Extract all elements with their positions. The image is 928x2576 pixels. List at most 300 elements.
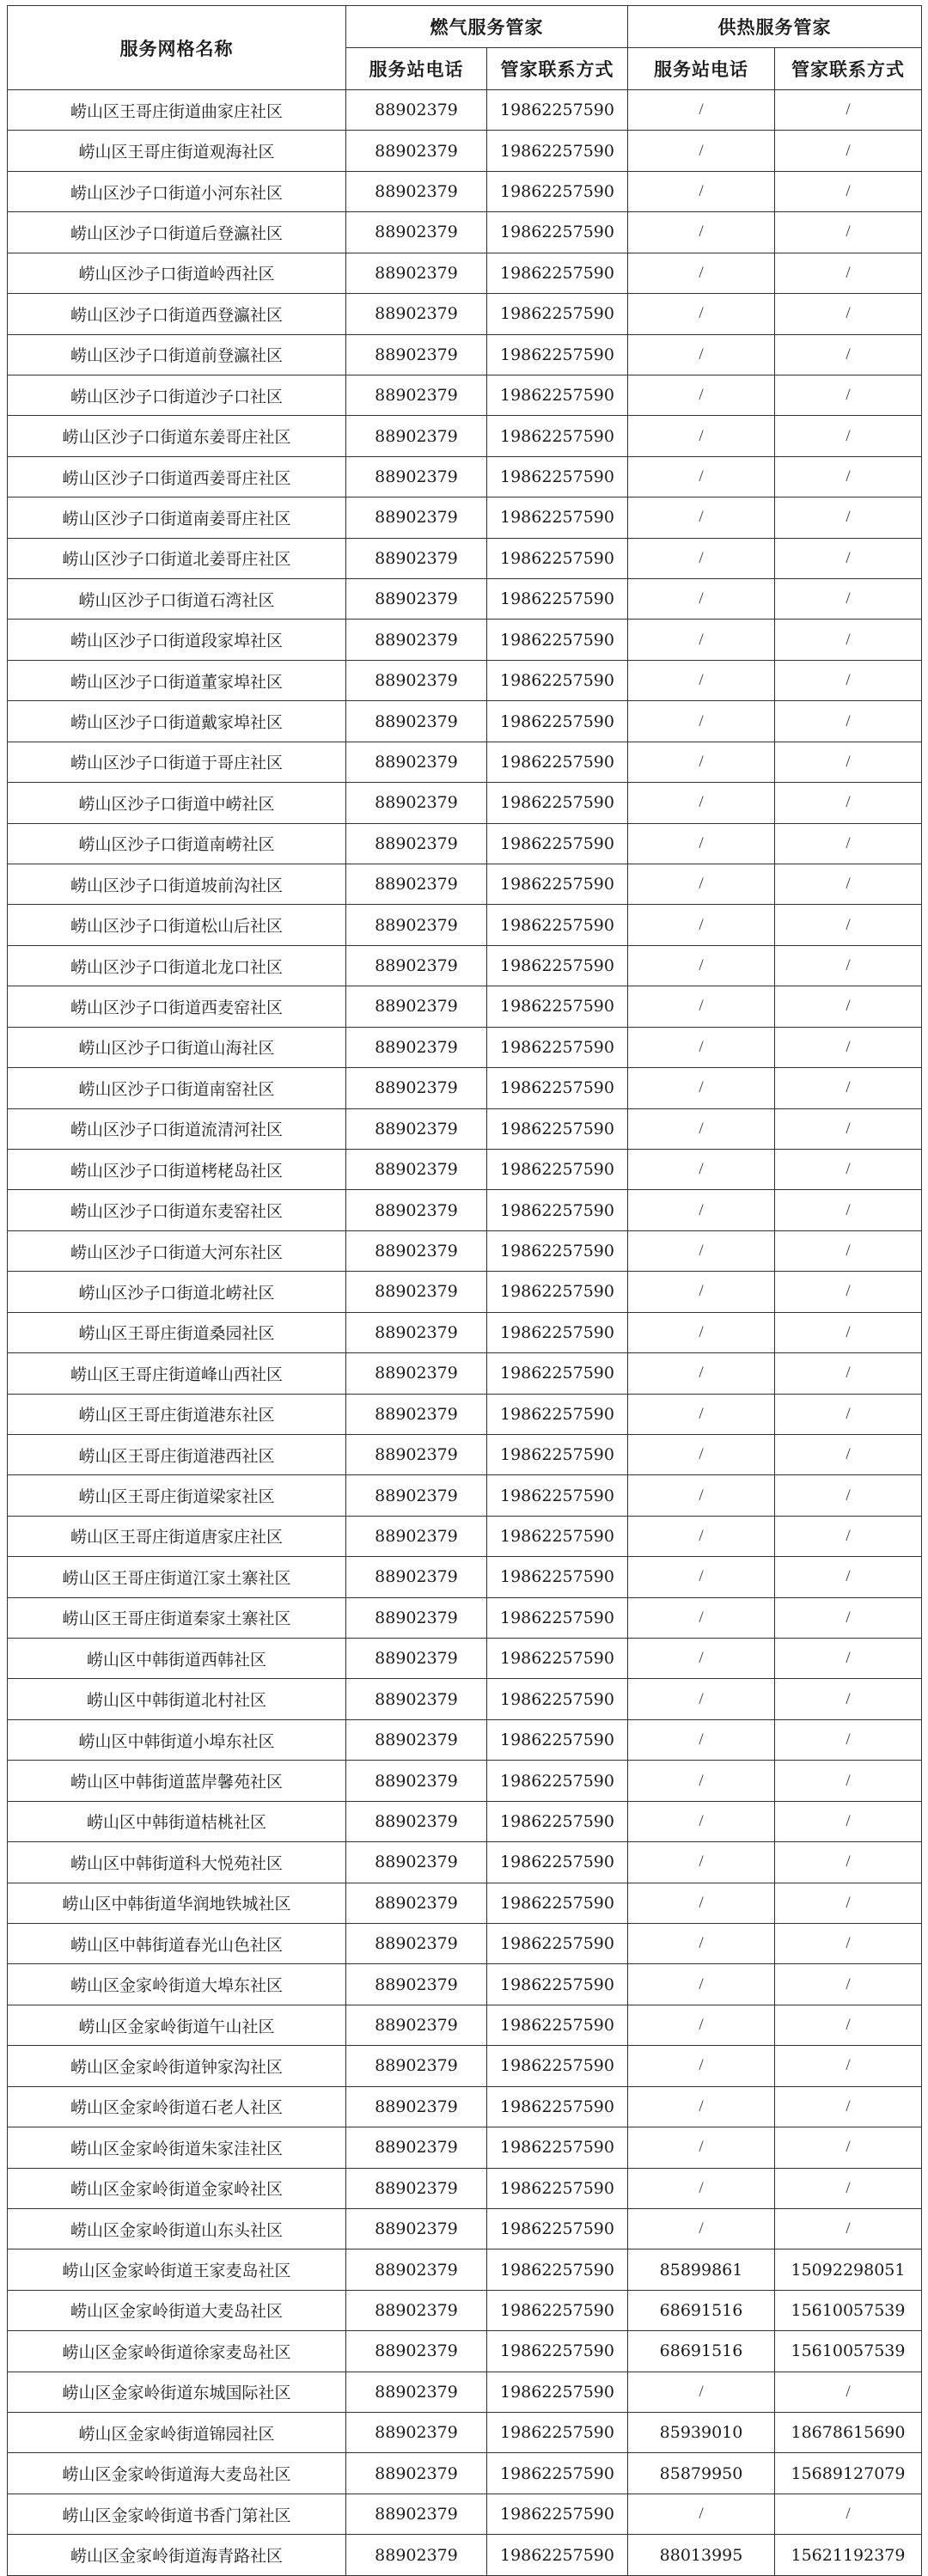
- gas-station-phone-cell: 88902379: [346, 2249, 487, 2290]
- gas-station-phone-cell: 88902379: [346, 579, 487, 620]
- gas-steward-contact-cell: 19862257590: [487, 1883, 628, 1923]
- gas-station-phone-cell: 88902379: [346, 2331, 487, 2372]
- heat-steward-contact-cell: /: [775, 783, 922, 823]
- heat-steward-contact-cell: /: [775, 2372, 922, 2412]
- heat-steward-contact-cell: /: [775, 90, 922, 131]
- gas-steward-contact-cell: 19862257590: [487, 538, 628, 578]
- heat-steward-contact-cell: /: [775, 1272, 922, 1312]
- gas-station-phone-cell: 88902379: [346, 334, 487, 375]
- grid-name-cell: 崂山区沙子口街道段家埠社区: [8, 620, 346, 660]
- gas-steward-contact-cell: 19862257590: [487, 497, 628, 538]
- gas-steward-contact-cell: 19862257590: [487, 1108, 628, 1149]
- heat-station-phone-cell: /: [628, 1516, 775, 1556]
- grid-name-cell: 崂山区沙子口街道栲栳岛社区: [8, 1149, 346, 1189]
- gas-steward-contact-cell: 19862257590: [487, 131, 628, 171]
- gas-steward-contact-cell: 19862257590: [487, 456, 628, 497]
- table-row: [8, 2535, 922, 2575]
- heat-station-phone-cell: /: [628, 2005, 775, 2045]
- table-row: [8, 1149, 922, 1189]
- table-row: [8, 90, 922, 131]
- gas-steward-contact-cell: 19862257590: [487, 1394, 628, 1434]
- grid-name-cell: 崂山区沙子口街道东麦窑社区: [8, 1190, 346, 1230]
- service-steward-table: [7, 5, 922, 2576]
- heat-station-phone-header: 服务站电话: [628, 48, 775, 90]
- gas-station-phone-cell: 88902379: [346, 1923, 487, 1963]
- gas-station-phone-cell: 88902379: [346, 212, 487, 253]
- heat-station-phone-cell: /: [628, 171, 775, 211]
- gas-steward-contact-cell: 19862257590: [487, 1923, 628, 1963]
- gas-steward-contact-cell: 19862257590: [487, 2086, 628, 2127]
- table-row: [8, 1108, 922, 1149]
- gas-steward-contact-cell: 19862257590: [487, 1190, 628, 1230]
- table-row: [8, 538, 922, 578]
- heat-station-phone-cell: /: [628, 823, 775, 864]
- gas-station-phone-cell: 88902379: [346, 823, 487, 864]
- grid-name-cell: 崂山区王哥庄街道港西社区: [8, 1434, 346, 1474]
- gas-steward-contact-cell: 19862257590: [487, 2290, 628, 2330]
- heat-station-phone-cell: /: [628, 905, 775, 945]
- gas-station-phone-cell: 88902379: [346, 2372, 487, 2412]
- table-row: [8, 2290, 922, 2330]
- gas-station-phone-cell: 88902379: [346, 1639, 487, 1679]
- gas-steward-contact-cell: 19862257590: [487, 294, 628, 334]
- grid-name-cell: 崂山区金家岭街道大埠东社区: [8, 1964, 346, 2005]
- gas-steward-contact-header: 管家联系方式: [487, 48, 628, 90]
- table-row: [8, 1801, 922, 1841]
- gas-steward-contact-cell: 19862257590: [487, 334, 628, 375]
- heat-station-phone-cell: /: [628, 742, 775, 782]
- gas-station-phone-cell: 88902379: [346, 2168, 487, 2208]
- gas-steward-contact-cell: 19862257590: [487, 2331, 628, 2372]
- heat-station-phone-cell: /: [628, 1923, 775, 1963]
- heat-steward-contact-cell: /: [775, 945, 922, 986]
- table-row: [8, 171, 922, 211]
- table-row: [8, 2086, 922, 2127]
- heat-station-phone-cell: /: [628, 1068, 775, 1108]
- heat-station-phone-cell: /: [628, 1272, 775, 1312]
- grid-name-cell: 崂山区沙子口街道后登瀛社区: [8, 212, 346, 253]
- table-row: [8, 986, 922, 1027]
- grid-name-cell: 崂山区中韩街道北村社区: [8, 1679, 346, 1719]
- gas-steward-group-header: 燃气服务管家: [346, 6, 628, 48]
- table-row: [8, 1639, 922, 1679]
- grid-name-cell: 崂山区王哥庄街道梁家社区: [8, 1475, 346, 1516]
- grid-name-cell: 崂山区沙子口街道东姜哥庄社区: [8, 416, 346, 456]
- heat-station-phone-cell: 68691516: [628, 2331, 775, 2372]
- heat-station-phone-cell: /: [628, 1108, 775, 1149]
- heat-steward-contact-cell: /: [775, 1761, 922, 1801]
- gas-steward-contact-cell: 19862257590: [487, 1068, 628, 1108]
- grid-name-cell: 崂山区中韩街道蓝岸馨苑社区: [8, 1761, 346, 1801]
- grid-name-cell: 崂山区王哥庄街道桑园社区: [8, 1312, 346, 1352]
- table-row: [8, 1883, 922, 1923]
- heat-steward-contact-cell: 15610057539: [775, 2331, 922, 2372]
- heat-steward-contact-cell: 18678615690: [775, 2413, 922, 2453]
- table-row: [8, 294, 922, 334]
- gas-station-phone-cell: 88902379: [346, 1842, 487, 1883]
- gas-steward-contact-cell: 19862257590: [487, 1475, 628, 1516]
- table-row: [8, 1230, 922, 1271]
- heat-station-phone-cell: /: [628, 1475, 775, 1516]
- heat-station-phone-cell: /: [628, 579, 775, 620]
- table-row: [8, 1557, 922, 1597]
- heat-steward-contact-cell: /: [775, 2086, 922, 2127]
- gas-station-phone-cell: 88902379: [346, 1475, 487, 1516]
- heat-station-phone-cell: /: [628, 2086, 775, 2127]
- heat-steward-contact-cell: /: [775, 1597, 922, 1638]
- gas-station-phone-cell: 88902379: [346, 1394, 487, 1434]
- heat-steward-contact-cell: /: [775, 2208, 922, 2249]
- gas-station-phone-cell: 88902379: [346, 864, 487, 905]
- heat-steward-contact-cell: /: [775, 1964, 922, 2005]
- gas-station-phone-cell: 88902379: [346, 986, 487, 1027]
- table-row: [8, 131, 922, 171]
- heat-steward-contact-cell: /: [775, 1475, 922, 1516]
- heat-steward-contact-cell: 15621192379: [775, 2535, 922, 2575]
- grid-name-cell: 崂山区金家岭街道钟家沟社区: [8, 2046, 346, 2086]
- table-row: [8, 1597, 922, 1638]
- heat-steward-contact-cell: /: [775, 1516, 922, 1556]
- heat-steward-contact-cell: /: [775, 2005, 922, 2045]
- heat-steward-contact-cell: /: [775, 1027, 922, 1067]
- heat-station-phone-cell: /: [628, 90, 775, 131]
- grid-name-cell: 崂山区沙子口街道董家埠社区: [8, 660, 346, 700]
- gas-station-phone-cell: 88902379: [346, 742, 487, 782]
- table-row: [8, 1190, 922, 1230]
- heat-station-phone-cell: /: [628, 2208, 775, 2249]
- heat-steward-contact-cell: /: [775, 823, 922, 864]
- grid-name-cell: 崂山区金家岭街道东城国际社区: [8, 2372, 346, 2412]
- grid-name-cell: 崂山区中韩街道桔桃社区: [8, 1801, 346, 1841]
- gas-steward-contact-cell: 19862257590: [487, 945, 628, 986]
- gas-steward-contact-cell: 19862257590: [487, 1842, 628, 1883]
- heat-station-phone-cell: /: [628, 294, 775, 334]
- gas-station-phone-cell: 88902379: [346, 1883, 487, 1923]
- gas-steward-contact-cell: 19862257590: [487, 701, 628, 742]
- grid-name-cell: 崂山区王哥庄街道观海社区: [8, 131, 346, 171]
- table-row: [8, 823, 922, 864]
- gas-station-phone-cell: 88902379: [346, 1964, 487, 2005]
- table-row: [8, 497, 922, 538]
- heat-station-phone-cell: /: [628, 1190, 775, 1230]
- gas-steward-contact-cell: 19862257590: [487, 1149, 628, 1189]
- table-row: [8, 2372, 922, 2412]
- heat-station-phone-cell: /: [628, 497, 775, 538]
- gas-steward-contact-cell: 19862257590: [487, 253, 628, 293]
- grid-name-cell: 崂山区王哥庄街道峰山西社区: [8, 1353, 346, 1394]
- grid-name-cell: 崂山区金家岭街道海大麦岛社区: [8, 2453, 346, 2494]
- grid-name-cell: 崂山区中韩街道春光山色社区: [8, 1923, 346, 1963]
- grid-name-cell: 崂山区金家岭街道午山社区: [8, 2005, 346, 2045]
- gas-steward-contact-cell: 19862257590: [487, 1719, 628, 1760]
- heat-steward-contact-cell: /: [775, 1312, 922, 1352]
- gas-steward-contact-cell: 19862257590: [487, 1679, 628, 1719]
- table-row: [8, 416, 922, 456]
- grid-name-cell: 崂山区沙子口街道西麦窑社区: [8, 986, 346, 1027]
- table-row: [8, 620, 922, 660]
- grid-name-cell: 崂山区王哥庄街道曲家庄社区: [8, 90, 346, 131]
- gas-station-phone-cell: 88902379: [346, 1068, 487, 1108]
- heat-station-phone-cell: /: [628, 131, 775, 171]
- grid-name-cell: 崂山区沙子口街道西登瀛社区: [8, 294, 346, 334]
- gas-steward-contact-cell: 19862257590: [487, 1964, 628, 2005]
- table-row: [8, 1679, 922, 1719]
- heat-station-phone-cell: /: [628, 2046, 775, 2086]
- table-row: [8, 2413, 922, 2453]
- header-row-groups: [8, 6, 922, 48]
- table-row: [8, 2046, 922, 2086]
- gas-station-phone-cell: 88902379: [346, 1801, 487, 1841]
- gas-steward-contact-cell: 19862257590: [487, 212, 628, 253]
- heat-station-phone-cell: /: [628, 783, 775, 823]
- gas-steward-contact-cell: 19862257590: [487, 823, 628, 864]
- heat-steward-contact-cell: /: [775, 212, 922, 253]
- grid-name-cell: 崂山区沙子口街道前登瀛社区: [8, 334, 346, 375]
- heat-station-phone-cell: /: [628, 1964, 775, 2005]
- heat-station-phone-cell: 85879950: [628, 2453, 775, 2494]
- gas-station-phone-header: 服务站电话: [346, 48, 487, 90]
- heat-steward-contact-cell: /: [775, 1557, 922, 1597]
- heat-steward-contact-cell: /: [775, 171, 922, 211]
- heat-steward-contact-cell: /: [775, 1190, 922, 1230]
- heat-steward-contact-cell: /: [775, 294, 922, 334]
- heat-station-phone-cell: /: [628, 1149, 775, 1189]
- gas-steward-contact-cell: 19862257590: [487, 2127, 628, 2168]
- grid-name-cell: 崂山区金家岭街道书香门第社区: [8, 2494, 346, 2534]
- grid-name-cell: 崂山区王哥庄街道唐家庄社区: [8, 1516, 346, 1556]
- grid-name-cell: 崂山区沙子口街道岭西社区: [8, 253, 346, 293]
- gas-steward-contact-cell: 19862257590: [487, 2372, 628, 2412]
- gas-station-phone-cell: 88902379: [346, 660, 487, 700]
- heat-station-phone-cell: 85939010: [628, 2413, 775, 2453]
- grid-name-cell: 崂山区金家岭街道锦园社区: [8, 2413, 346, 2453]
- gas-station-phone-cell: 88902379: [346, 2453, 487, 2494]
- heat-station-phone-cell: /: [628, 375, 775, 415]
- heat-station-phone-cell: /: [628, 1027, 775, 1067]
- grid-name-cell: 崂山区沙子口街道北姜哥庄社区: [8, 538, 346, 578]
- table-row: [8, 1068, 922, 1108]
- gas-steward-contact-cell: 19862257590: [487, 1639, 628, 1679]
- gas-station-phone-cell: 88902379: [346, 1230, 487, 1271]
- table-row: [8, 905, 922, 945]
- gas-station-phone-cell: 88902379: [346, 1679, 487, 1719]
- gas-station-phone-cell: 88902379: [346, 2413, 487, 2453]
- grid-name-cell: 崂山区王哥庄街道江家土寨社区: [8, 1557, 346, 1597]
- gas-station-phone-cell: 88902379: [346, 131, 487, 171]
- heat-steward-contact-cell: /: [775, 701, 922, 742]
- heat-steward-contact-cell: /: [775, 1639, 922, 1679]
- heat-station-phone-cell: /: [628, 1557, 775, 1597]
- gas-steward-contact-cell: 19862257590: [487, 1516, 628, 1556]
- gas-steward-contact-cell: 19862257590: [487, 783, 628, 823]
- gas-station-phone-cell: 88902379: [346, 538, 487, 578]
- grid-name-cell: 崂山区沙子口街道坡前沟社区: [8, 864, 346, 905]
- heat-steward-contact-cell: /: [775, 1394, 922, 1434]
- heat-steward-contact-cell: /: [775, 1801, 922, 1841]
- table-row: [8, 1434, 922, 1474]
- gas-station-phone-cell: 88902379: [346, 1761, 487, 1801]
- heat-station-phone-cell: /: [628, 334, 775, 375]
- heat-station-phone-cell: /: [628, 1719, 775, 1760]
- heat-steward-contact-cell: /: [775, 1883, 922, 1923]
- gas-steward-contact-cell: 19862257590: [487, 2208, 628, 2249]
- heat-steward-contact-cell: 15092298051: [775, 2249, 922, 2290]
- heat-steward-contact-header: 管家联系方式: [775, 48, 922, 90]
- gas-steward-contact-cell: 19862257590: [487, 375, 628, 415]
- heat-station-phone-cell: 68691516: [628, 2290, 775, 2330]
- heat-station-phone-cell: /: [628, 864, 775, 905]
- gas-station-phone-cell: 88902379: [346, 1434, 487, 1474]
- heat-steward-contact-cell: /: [775, 1353, 922, 1394]
- table-row: [8, 2005, 922, 2045]
- table-row: [8, 1761, 922, 1801]
- grid-name-cell: 崂山区王哥庄街道港东社区: [8, 1394, 346, 1434]
- gas-station-phone-cell: 88902379: [346, 2046, 487, 2086]
- gas-station-phone-cell: 88902379: [346, 294, 487, 334]
- gas-steward-contact-cell: 19862257590: [487, 171, 628, 211]
- grid-name-cell: 崂山区中韩街道西韩社区: [8, 1639, 346, 1679]
- gas-steward-contact-cell: 19862257590: [487, 1230, 628, 1271]
- gas-station-phone-cell: 88902379: [346, 1190, 487, 1230]
- gas-station-phone-cell: 88902379: [346, 1027, 487, 1067]
- gas-steward-contact-cell: 19862257590: [487, 2535, 628, 2575]
- grid-name-cell: 崂山区沙子口街道山海社区: [8, 1027, 346, 1067]
- table-row: [8, 2249, 922, 2290]
- grid-name-cell: 崂山区沙子口街道于哥庄社区: [8, 742, 346, 782]
- grid-name-cell: 崂山区沙子口街道南窑社区: [8, 1068, 346, 1108]
- heat-station-phone-cell: /: [628, 1679, 775, 1719]
- grid-name-cell: 崂山区沙子口街道南崂社区: [8, 823, 346, 864]
- grid-name-cell: 崂山区沙子口街道流清河社区: [8, 1108, 346, 1149]
- heat-station-phone-cell: /: [628, 1312, 775, 1352]
- table-row: [8, 2127, 922, 2168]
- gas-steward-contact-cell: 19862257590: [487, 1027, 628, 1067]
- gas-steward-contact-cell: 19862257590: [487, 579, 628, 620]
- heat-steward-group-header: 供热服务管家: [628, 6, 922, 48]
- grid-name-cell: 崂山区金家岭街道王家麦岛社区: [8, 2249, 346, 2290]
- gas-steward-contact-cell: 19862257590: [487, 1272, 628, 1312]
- heat-steward-contact-cell: 15689127079: [775, 2453, 922, 2494]
- gas-station-phone-cell: 88902379: [346, 90, 487, 131]
- heat-steward-contact-cell: /: [775, 1842, 922, 1883]
- heat-station-phone-cell: /: [628, 945, 775, 986]
- gas-station-phone-cell: 88902379: [346, 375, 487, 415]
- grid-name-cell: 崂山区金家岭街道金家岭社区: [8, 2168, 346, 2208]
- grid-name-cell: 崂山区沙子口街道北崂社区: [8, 1272, 346, 1312]
- heat-steward-contact-cell: /: [775, 1149, 922, 1189]
- heat-steward-contact-cell: /: [775, 1923, 922, 1963]
- gas-steward-contact-cell: 19862257590: [487, 2005, 628, 2045]
- heat-station-phone-cell: /: [628, 1597, 775, 1638]
- heat-station-phone-cell: /: [628, 1353, 775, 1394]
- heat-steward-contact-cell: /: [775, 2127, 922, 2168]
- table-row: [8, 701, 922, 742]
- table-row: [8, 2168, 922, 2208]
- heat-steward-contact-cell: /: [775, 620, 922, 660]
- gas-station-phone-cell: 88902379: [346, 783, 487, 823]
- table-row: [8, 2453, 922, 2494]
- grid-name-cell: 崂山区中韩街道小埠东社区: [8, 1719, 346, 1760]
- heat-steward-contact-cell: /: [775, 1434, 922, 1474]
- table-row: [8, 456, 922, 497]
- gas-steward-contact-cell: 19862257590: [487, 905, 628, 945]
- grid-name-cell: 崂山区沙子口街道西姜哥庄社区: [8, 456, 346, 497]
- grid-name-header: 服务网格名称: [8, 6, 346, 90]
- heat-station-phone-cell: /: [628, 212, 775, 253]
- gas-steward-contact-cell: 19862257590: [487, 1557, 628, 1597]
- table-row: [8, 2331, 922, 2372]
- table-row: [8, 2208, 922, 2249]
- gas-steward-contact-cell: 19862257590: [487, 2413, 628, 2453]
- heat-steward-contact-cell: /: [775, 456, 922, 497]
- gas-station-phone-cell: 88902379: [346, 1597, 487, 1638]
- heat-station-phone-cell: /: [628, 538, 775, 578]
- table-row: [8, 253, 922, 293]
- gas-station-phone-cell: 88902379: [346, 1719, 487, 1760]
- gas-steward-contact-cell: 19862257590: [487, 1353, 628, 1394]
- grid-name-cell: 崂山区金家岭街道徐家麦岛社区: [8, 2331, 346, 2372]
- heat-steward-contact-cell: /: [775, 864, 922, 905]
- gas-station-phone-cell: 88902379: [346, 2127, 487, 2168]
- table-row: [8, 1475, 922, 1516]
- heat-station-phone-cell: /: [628, 1842, 775, 1883]
- gas-steward-contact-cell: 19862257590: [487, 2046, 628, 2086]
- gas-steward-contact-cell: 19862257590: [487, 2249, 628, 2290]
- table-row: [8, 1027, 922, 1067]
- heat-steward-contact-cell: /: [775, 131, 922, 171]
- gas-steward-contact-cell: 19862257590: [487, 864, 628, 905]
- table-row: [8, 375, 922, 415]
- heat-station-phone-cell: /: [628, 1883, 775, 1923]
- gas-station-phone-cell: 88902379: [346, 1108, 487, 1149]
- heat-steward-contact-cell: 15610057539: [775, 2290, 922, 2330]
- gas-steward-contact-cell: 19862257590: [487, 2453, 628, 2494]
- gas-station-phone-cell: 88902379: [346, 1516, 487, 1556]
- heat-station-phone-cell: /: [628, 456, 775, 497]
- gas-station-phone-cell: 88902379: [346, 701, 487, 742]
- table-row: [8, 1353, 922, 1394]
- table-row: [8, 742, 922, 782]
- grid-name-cell: 崂山区沙子口街道大河东社区: [8, 1230, 346, 1271]
- grid-name-cell: 崂山区中韩街道科大悦苑社区: [8, 1842, 346, 1883]
- heat-steward-contact-cell: /: [775, 660, 922, 700]
- grid-name-cell: 崂山区沙子口街道石湾社区: [8, 579, 346, 620]
- heat-station-phone-cell: /: [628, 2494, 775, 2534]
- table-row: [8, 1516, 922, 1556]
- table-row: [8, 1394, 922, 1434]
- grid-name-cell: 崂山区沙子口街道北龙口社区: [8, 945, 346, 986]
- gas-station-phone-cell: 88902379: [346, 253, 487, 293]
- grid-name-cell: 崂山区沙子口街道戴家埠社区: [8, 701, 346, 742]
- gas-steward-contact-cell: 19862257590: [487, 1801, 628, 1841]
- table-row: [8, 1272, 922, 1312]
- heat-station-phone-cell: /: [628, 416, 775, 456]
- gas-station-phone-cell: 88902379: [346, 456, 487, 497]
- heat-steward-contact-cell: /: [775, 1068, 922, 1108]
- gas-steward-contact-cell: 19862257590: [487, 90, 628, 131]
- gas-steward-contact-cell: 19862257590: [487, 1434, 628, 1474]
- table-row: [8, 783, 922, 823]
- heat-station-phone-cell: /: [628, 620, 775, 660]
- gas-station-phone-cell: 88902379: [346, 416, 487, 456]
- gas-station-phone-cell: 88902379: [346, 945, 487, 986]
- heat-station-phone-cell: /: [628, 1639, 775, 1679]
- gas-steward-contact-cell: 19862257590: [487, 1312, 628, 1352]
- heat-steward-contact-cell: /: [775, 416, 922, 456]
- table-row: [8, 1964, 922, 2005]
- heat-station-phone-cell: /: [628, 1801, 775, 1841]
- gas-station-phone-cell: 88902379: [346, 2208, 487, 2249]
